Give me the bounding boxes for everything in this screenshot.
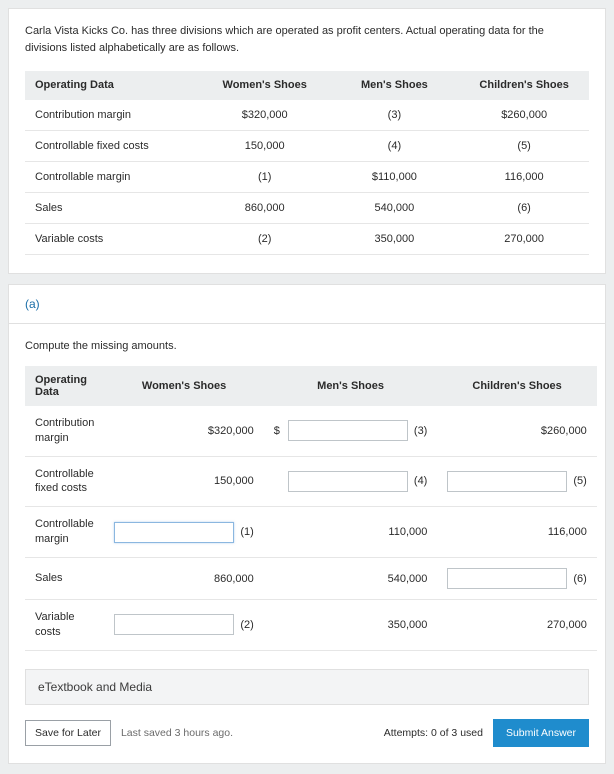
answer-row-controllable-fixed-costs [25, 456, 597, 507]
row-label: Controllable margin [25, 161, 200, 192]
cell-mens: (4) [330, 130, 460, 161]
footer-right-group [384, 719, 589, 747]
answer-row-contribution-margin [25, 406, 597, 456]
cell-childrens: (6) [459, 192, 589, 223]
value-text: 540,000 [387, 572, 428, 585]
instruction-text: Compute the missing amounts. [25, 339, 177, 352]
table-header-row [25, 71, 589, 100]
part-a-card [8, 284, 606, 764]
part-body [9, 324, 605, 763]
cell-childrens: 270,000 [459, 223, 589, 254]
cell-womens [104, 507, 263, 558]
footer-bar [25, 719, 589, 747]
answer-table [25, 366, 597, 651]
last-saved-note: Last saved 3 hours ago. [120, 726, 234, 739]
answer-row-variable-costs [25, 600, 597, 651]
value-text: 116,000 [547, 526, 587, 539]
note-label: (5) [573, 475, 587, 488]
problem-card [8, 8, 606, 274]
input-controllable-fixed-costs-childrens[interactable] [447, 471, 567, 492]
cell-mens [264, 558, 438, 600]
row-label: Contribution margin [25, 406, 104, 456]
cell-childrens: $260,000 [459, 100, 589, 131]
note-label: (3) [413, 424, 428, 437]
cell-womens [104, 406, 263, 456]
value-text: 270,000 [547, 618, 587, 631]
col-womens-shoes: Women's Shoes [104, 366, 263, 406]
col-childrens-shoes: Children's Shoes [459, 71, 589, 100]
answer-header-row [25, 366, 597, 406]
cell-womens: (2) [200, 223, 330, 254]
cell-womens: 860,000 [200, 192, 330, 223]
cell-childrens [437, 600, 596, 651]
col-operating-data: Operating Data [25, 71, 200, 100]
cell-womens [104, 456, 263, 507]
table-row [25, 161, 589, 192]
problem-statement: Carla Vista Kicks Co. has three divisions which are operated as profit centers. Actual operating data for the divisions listed alphabetically are as follows. [25, 25, 544, 55]
input-contribution-margin-mens[interactable] [288, 420, 408, 441]
etextbook-and-media-bar[interactable]: eTextbook and Media [25, 669, 589, 705]
col-mens-shoes: Men's Shoes [330, 71, 460, 100]
dollar-sign: $ [273, 424, 280, 437]
table-row [25, 130, 589, 161]
cell-mens: (3) [330, 100, 460, 131]
note-label: (2) [240, 618, 254, 631]
problem-data-table [25, 71, 589, 255]
value-text: 350,000 [387, 618, 428, 631]
save-for-later-button[interactable]: Save for Later [25, 720, 111, 746]
cell-mens [264, 456, 438, 507]
value-text: 150,000 [214, 475, 254, 488]
cell-womens [104, 558, 263, 600]
cell-childrens [437, 456, 596, 507]
cell-womens: $320,000 [200, 100, 330, 131]
attempts-status: Attempts: 0 of 3 used [383, 726, 483, 739]
cell-childrens: (5) [459, 130, 589, 161]
cell-childrens [437, 507, 596, 558]
row-label: Sales [25, 192, 200, 223]
cell-womens [104, 600, 263, 651]
row-label: Sales [25, 558, 104, 600]
cell-childrens: 116,000 [459, 161, 589, 192]
cell-mens: $110,000 [330, 161, 460, 192]
part-label: (a) [9, 285, 605, 324]
cell-mens [264, 406, 438, 456]
submit-answer-button[interactable]: Submit Answer [493, 719, 589, 747]
note-label: (1) [240, 526, 254, 539]
note-label: (4) [413, 475, 428, 488]
cell-childrens [437, 558, 596, 600]
value-text: $320,000 [207, 424, 254, 437]
cell-childrens [437, 406, 596, 456]
cell-mens [264, 600, 438, 651]
cell-mens: 350,000 [330, 223, 460, 254]
value-text: 110,000 [388, 526, 428, 539]
cell-mens [264, 507, 438, 558]
col-childrens-shoes: Children's Shoes [437, 366, 596, 406]
col-womens-shoes: Women's Shoes [200, 71, 330, 100]
input-sales-childrens[interactable] [447, 568, 567, 589]
input-controllable-margin-womens[interactable] [114, 522, 234, 543]
input-variable-costs-womens[interactable] [114, 614, 234, 635]
input-controllable-fixed-costs-mens[interactable] [288, 471, 408, 492]
table-row [25, 192, 589, 223]
answer-row-controllable-margin [25, 507, 597, 558]
row-label: Variable costs [25, 600, 104, 651]
row-label: Controllable fixed costs [25, 456, 104, 507]
table-row [25, 223, 589, 254]
row-label: Variable costs [25, 223, 200, 254]
cell-womens: 150,000 [200, 130, 330, 161]
col-operating-data: Operating Data [25, 366, 104, 406]
row-label: Controllable margin [25, 507, 104, 558]
row-label: Controllable fixed costs [25, 130, 200, 161]
value-text: 860,000 [214, 572, 254, 585]
cell-womens: (1) [200, 161, 330, 192]
table-row [25, 100, 589, 131]
col-mens-shoes: Men's Shoes [264, 366, 438, 406]
answer-row-sales [25, 558, 597, 600]
note-label: (6) [573, 572, 587, 585]
value-text: $260,000 [540, 424, 587, 437]
row-label: Contribution margin [25, 100, 200, 131]
cell-mens: 540,000 [330, 192, 460, 223]
